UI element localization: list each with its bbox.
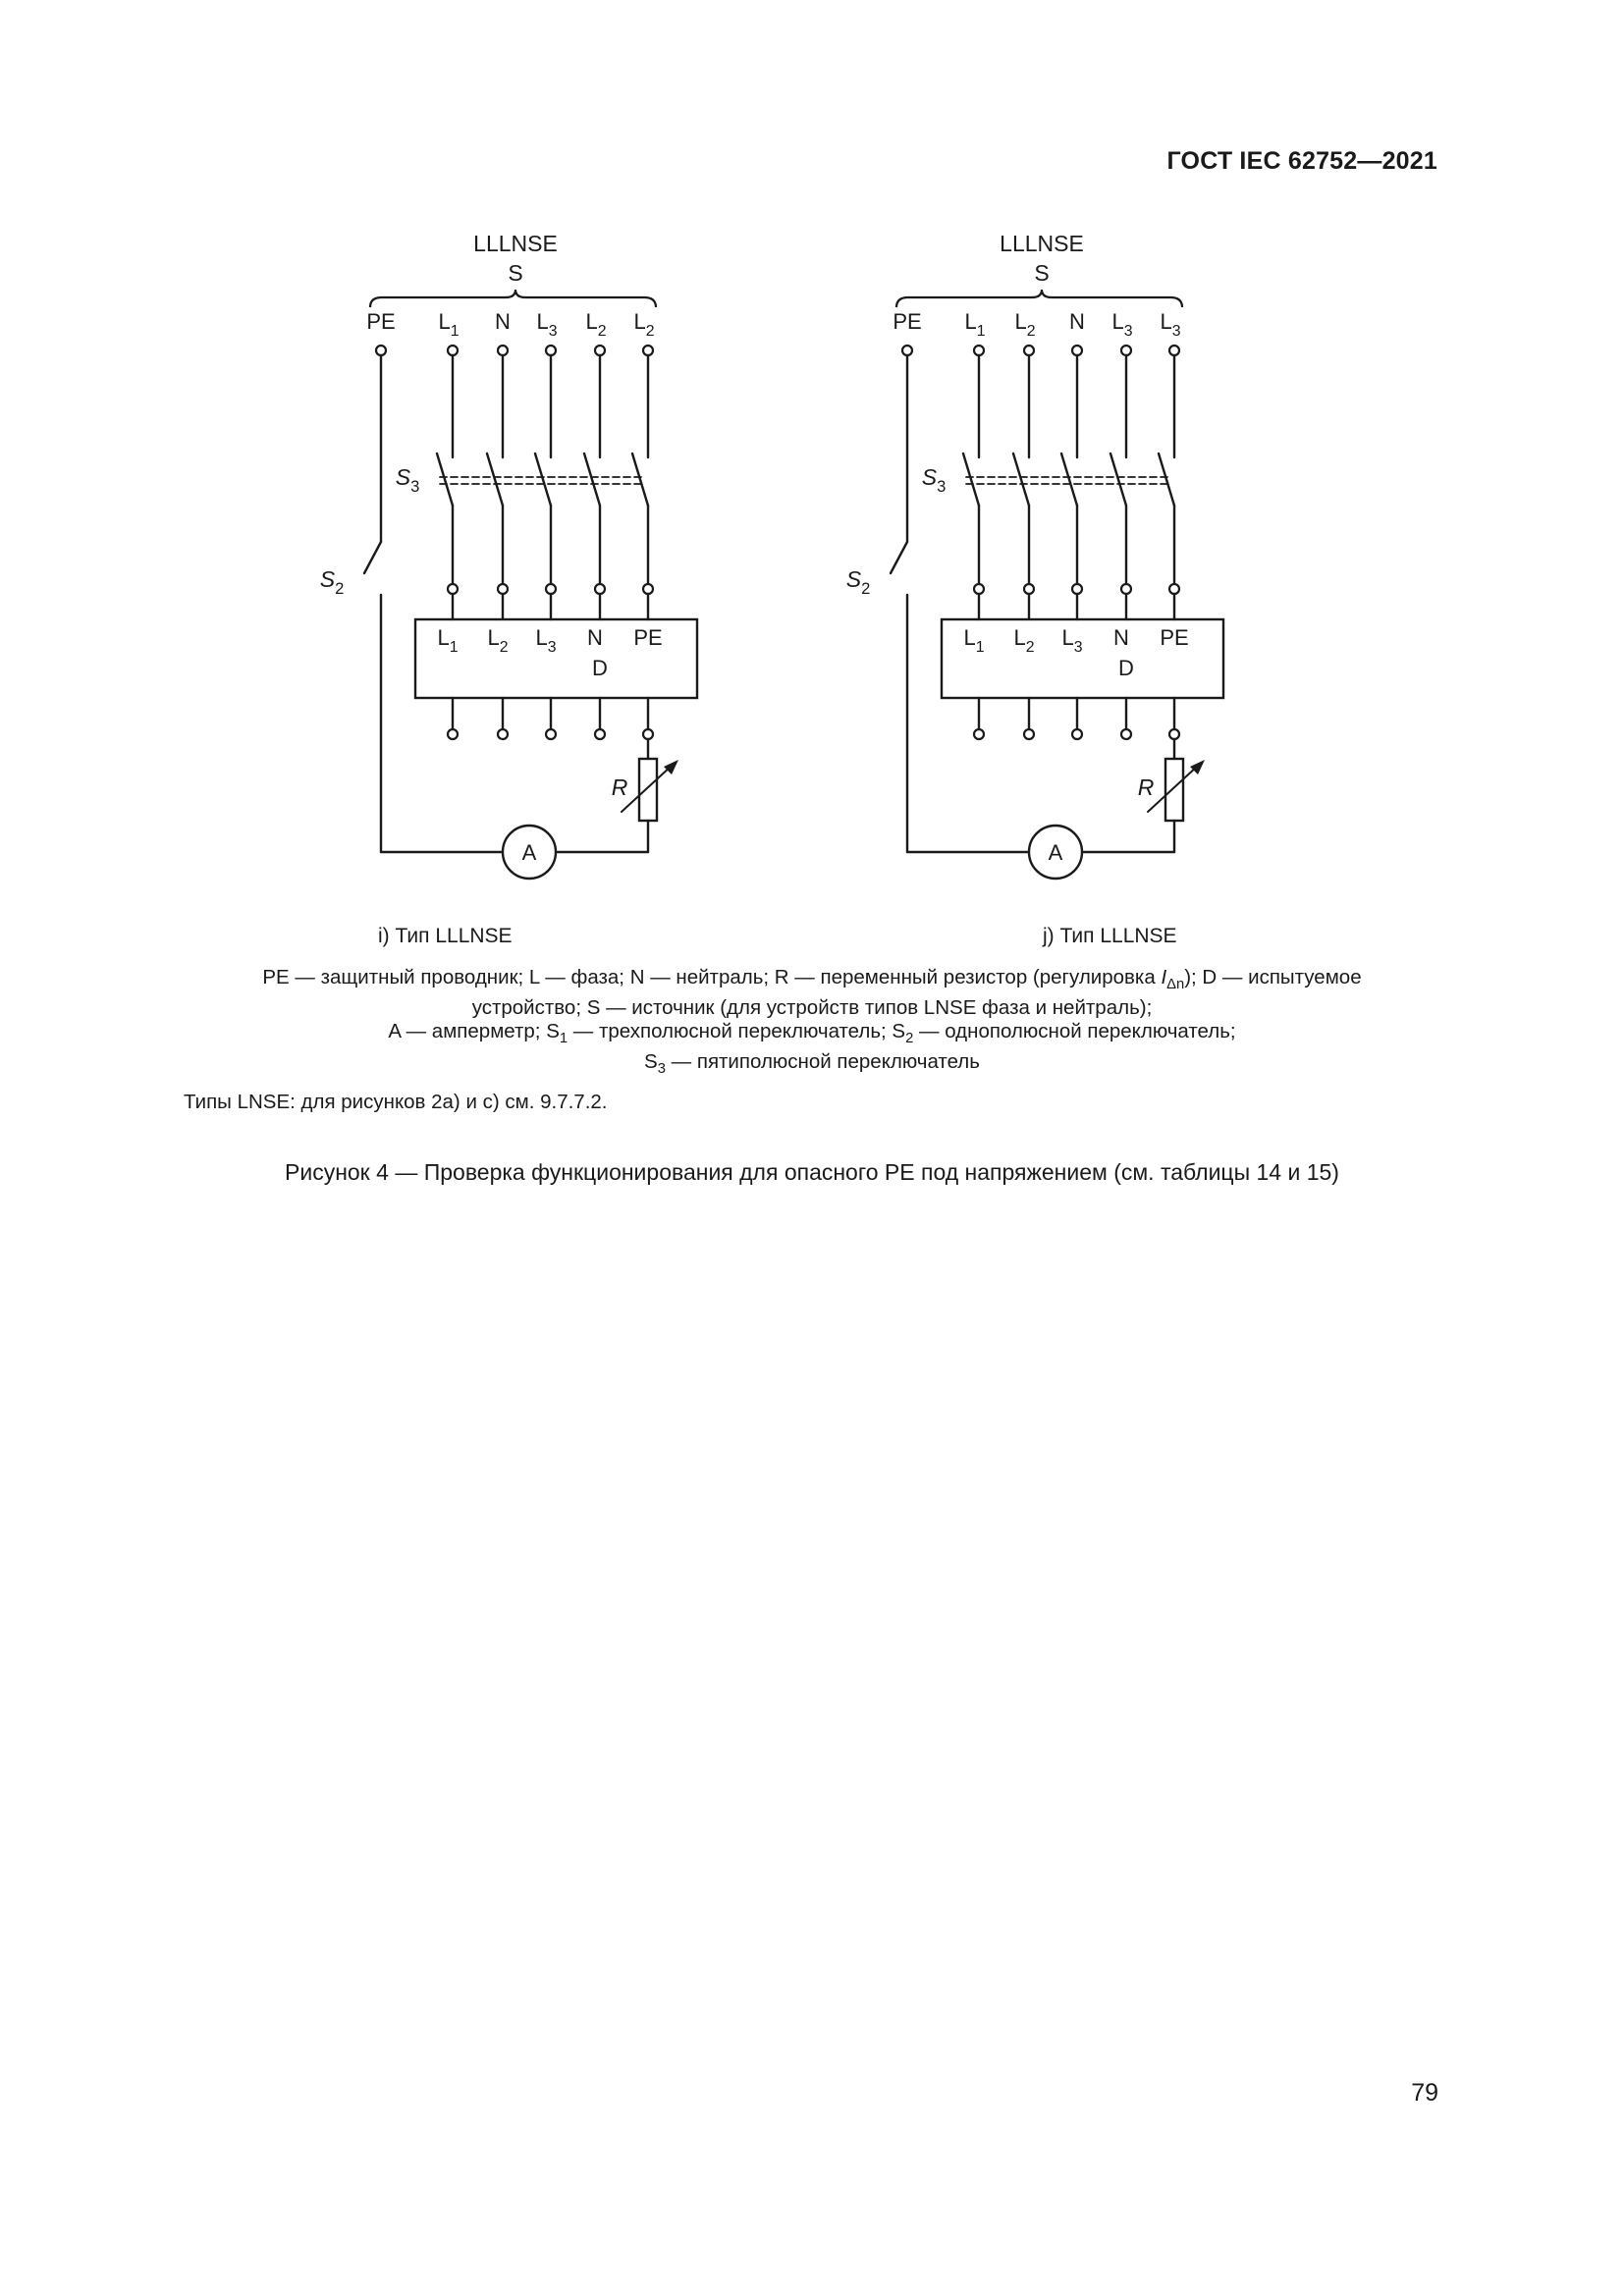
diagram-j-config-label: LLLNSE <box>1000 231 1084 256</box>
diagram-j-top-terminal-4 <box>1072 346 1082 355</box>
diagram-i-device-output-5 <box>643 729 653 739</box>
diagram-i-s3-blade-2 <box>487 454 503 506</box>
diagram-i-resistor-arrow-head <box>664 760 678 774</box>
diagram-j-device-input-2 <box>1024 584 1034 594</box>
diagram-i-s3-blade-3 <box>535 454 551 506</box>
diagram-i-top-terminal-label-6: $L_2$ <box>633 309 655 340</box>
legend-line-3: A — амперметр; $S_1$ — трехполюсной переключатель; $S_2$ — однополюсной переключатель; <box>388 1020 1236 1047</box>
diagram-j-device-output-4 <box>1121 729 1131 739</box>
diagram-i-device-output-3 <box>546 729 556 739</box>
diagram-j-top-terminal-2 <box>974 346 984 355</box>
diagram-j-source-brace <box>896 290 1182 307</box>
diagram-i-s3-blade-1 <box>437 454 453 506</box>
diagram-i-config-label: LLLNSE <box>473 231 558 256</box>
diagram-i-s3-blade-4 <box>584 454 600 506</box>
diagram-j-top-terminal-5 <box>1121 346 1131 355</box>
diagram-i-device-input-5 <box>643 584 653 594</box>
diagram-i-source-brace <box>370 290 656 307</box>
diagram-i-device-output-1 <box>448 729 458 739</box>
diagram-j-device-output-5 <box>1169 729 1179 739</box>
diagram-i-device-output-2 <box>498 729 508 739</box>
diagram-caption-j: j) Тип LLLNSE <box>1043 925 1177 947</box>
diagram-i-s2-switch-blade <box>364 542 381 573</box>
page-number: 79 <box>1411 2079 1438 2107</box>
diagram-j-device-input-4 <box>1121 584 1131 594</box>
diagram-i-top-terminal-6 <box>643 346 653 355</box>
diagram-j-top-terminal-label-3: $L_2$ <box>1014 309 1036 340</box>
diagram-j-device-d-label: D <box>1118 656 1134 680</box>
circuit-diagrams <box>0 0 1624 942</box>
diagram-i-resistor-label: R <box>611 774 628 800</box>
diagram-i-device-terminal-label-5: PE <box>633 625 663 650</box>
diagram-j-top-terminal-label-4: N <box>1069 309 1085 334</box>
diagram-i-top-terminal-label-1: PE <box>366 309 396 334</box>
diagram-j-top-terminal-label-6: $L_3$ <box>1160 309 1181 340</box>
diagram-i-device-terminal-label-4: N <box>587 625 603 650</box>
diagram-j-s2-label: $S_2$ <box>845 566 871 598</box>
diagram-j-s3-blade-4 <box>1110 454 1126 506</box>
diagram-j-s3-blade-2 <box>1013 454 1029 506</box>
diagram-i-device-terminal-label-1: $L_1$ <box>437 625 459 656</box>
diagram-i-top-terminal-label-2: $L_1$ <box>438 309 460 340</box>
diagram-i-device-output-4 <box>595 729 605 739</box>
diagram-i-device-d-label: D <box>592 656 608 680</box>
diagram-i-top-terminal-4 <box>546 346 556 355</box>
diagram-i-top-terminal-3 <box>498 346 508 355</box>
diagram-j-device-terminal-label-4: N <box>1113 625 1129 650</box>
figure-caption: Рисунок 4 — Проверка функционирования для опасного PE под напряжением (см. таблицы 14 и 15) <box>285 1159 1339 1185</box>
diagram-j-top-terminal-3 <box>1024 346 1034 355</box>
diagram-i-s2-label: $S_2$ <box>319 566 345 598</box>
diagram-i-device-input-1 <box>448 584 458 594</box>
diagram-j-device-terminal-label-3: $L_3$ <box>1061 625 1083 656</box>
diagram-j-ammeter-label: A <box>1048 840 1063 865</box>
diagram-j-source-label: S <box>1034 260 1050 286</box>
diagram-j-top-terminal-label-5: $L_3$ <box>1111 309 1133 340</box>
figure-legend <box>147 966 1477 1081</box>
diagram-i-top-terminal-1 <box>376 346 386 355</box>
lnse-types-note: Типы LNSE: для рисунков 2a) и c) см. 9.7.7.2. <box>184 1091 608 1113</box>
diagram-j-top-terminal-6 <box>1169 346 1179 355</box>
diagram-j-s3-blade-3 <box>1061 454 1077 506</box>
diagram-j-s3-blade-1 <box>963 454 979 506</box>
diagram-j-device-output-3 <box>1072 729 1082 739</box>
diagram-i-ammeter-label: A <box>521 840 537 865</box>
diagram-j-device-terminal-label-5: PE <box>1160 625 1189 650</box>
diagram-j-resistor-body <box>1165 759 1183 821</box>
diagram-i-top-terminal-label-3: N <box>495 309 511 334</box>
legend-line-1: PE — защитный проводник; L — фаза; N — нейтраль; R — переменный резистор (регулировка $I_{\Delta n}$); D — испытуемое <box>262 966 1362 993</box>
diagram-i-device-input-3 <box>546 584 556 594</box>
diagram-j-device-input-5 <box>1169 584 1179 594</box>
diagram-i-resistor-body <box>639 759 657 821</box>
diagram-i-source-label: S <box>508 260 523 286</box>
diagram-i-top-terminal-label-4: $L_3$ <box>536 309 558 340</box>
diagram-j-device-terminal-label-2: $L_2$ <box>1013 625 1035 656</box>
diagram-caption-i: i) Тип LLLNSE <box>378 925 513 947</box>
diagram-j-top-terminal-1 <box>902 346 912 355</box>
diagram-i-device-terminal-label-3: $L_3$ <box>535 625 557 656</box>
diagram-j-device-input-1 <box>974 584 984 594</box>
diagram-j-top-terminal-label-2: $L_1$ <box>964 309 986 340</box>
diagram-j-top-terminal-label-1: PE <box>893 309 922 334</box>
diagram-i-s3-blade-5 <box>632 454 648 506</box>
diagram-j-s3-label: $S_3$ <box>921 464 947 496</box>
diagram-i-top-terminal-label-5: $L_2$ <box>585 309 607 340</box>
diagram-j-device-output-1 <box>974 729 984 739</box>
diagram-j-resistor-arrow-head <box>1190 760 1205 774</box>
diagram-j-s2-switch-blade <box>891 542 907 573</box>
diagram-j-device-input-3 <box>1072 584 1082 594</box>
diagram-i-top-terminal-5 <box>595 346 605 355</box>
diagram-j-s3-blade-5 <box>1159 454 1174 506</box>
legend-line-2: устройство; S — источник (для устройств типов LNSE фаза и нейтраль); <box>471 996 1153 1020</box>
diagram-j-device-output-2 <box>1024 729 1034 739</box>
diagram-j-device-terminal-label-1: $L_1$ <box>963 625 985 656</box>
diagram-j-resistor-label: R <box>1137 774 1155 800</box>
diagram-i-device-input-4 <box>595 584 605 594</box>
diagram-i-device-terminal-label-2: $L_2$ <box>487 625 509 656</box>
legend-line-4: $S_3$ — пятиполюсной переключатель <box>644 1050 980 1078</box>
diagram-i-device-input-2 <box>498 584 508 594</box>
diagram-i-top-terminal-2 <box>448 346 458 355</box>
document-header: ГОСТ IEC 62752—2021 <box>1166 147 1437 175</box>
diagram-i-s3-label: $S_3$ <box>395 464 420 496</box>
